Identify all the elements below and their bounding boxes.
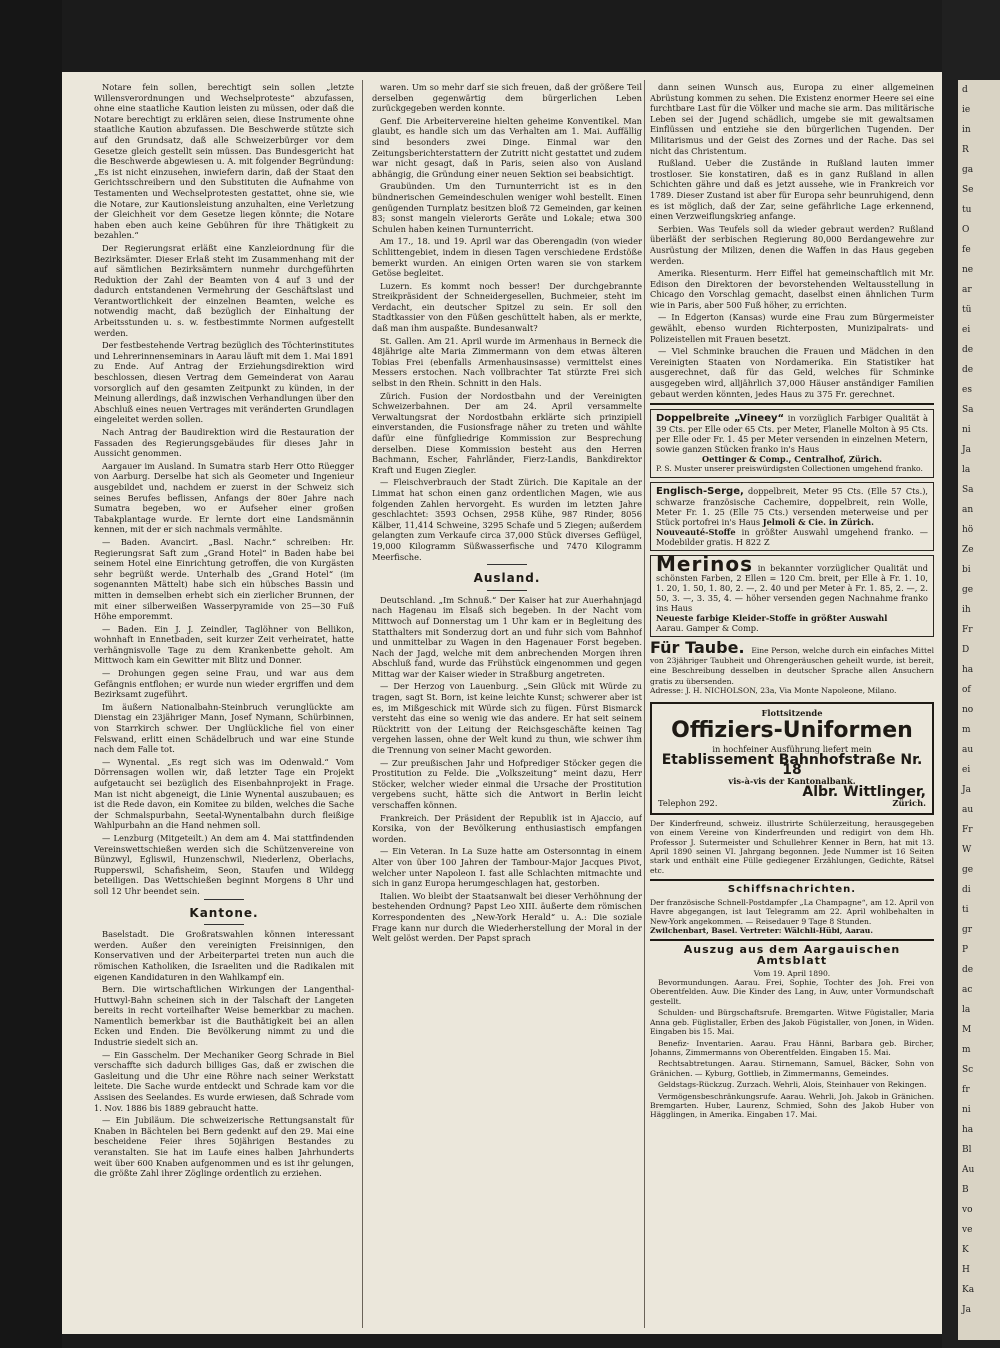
article-paragraph: Vermögensbeschränkungsrufe. Aarau. Wehrli, Joh. Jakob in Gränichen. Bremgarten. Huber, Laurenz, Schmied, Sohn des Jakob Huber von Hägglingen, in Amerika. Eingaben 17. Mai. bbox=[650, 1091, 934, 1120]
ad-address: Adresse: J. H. NICHOLSON, 23a, Via Monte Napoleone, Milano. bbox=[650, 686, 897, 696]
adjacent-page-fragment: ga bbox=[962, 165, 974, 175]
ad-text: Eine Person, welche durch ein einfaches Mittel von 23jähriger Taubheit und Ohrengeräuschen geheilt wurde, ist bereit, eine Beschreibung desselben in deutscher Sprache allen Ansuchern gratis zu übersenden. bbox=[650, 645, 934, 686]
ad-doppelbreite bbox=[650, 409, 934, 477]
adjacent-page-fragment: Ka bbox=[962, 1285, 975, 1295]
ad-text: doppelbreit, Meter 95 Cts. (Elle 57 Cts.), schwarze französische Cachemire, doppelbreit, rein Wolle, Meter Fr. 1. 25 (Elle 75 Cts.) versenden meterweise und per Stück portofrei in's Haus bbox=[656, 485, 928, 527]
article-paragraph: — Der Herzog von Lauenburg. „Sein Glück mit Würde zu tragen, sagt St. Born, ist keine leichte Kunst; schwerer aber ist es, im Mißgeschick mit Würde sich zu fügen. Fürst Bismarck versteht das eine so wenig wie das andere. Er hat seit seinem Rücktritt von der Leitung der Reichsgeschäfte keinen Tag vergehen lassen, ohne der Welt kund zu thun, wie schwer ihm die Trennung von seiner Macht geworden. bbox=[372, 681, 642, 756]
adjacent-page-fragment: ni bbox=[962, 425, 971, 435]
ad-title: Merinos bbox=[656, 551, 754, 576]
article-paragraph: Rußland. Ueber die Zustände in Rußland lauten immer trostloser. Sie konstatiren, daß es in ganz Rußland in allen Schichten gähre und daß es jetzt aussehe, wie in Frankreich vor 1789. Dieser Zustand ist aber für Europa sehr beunruhigend, denn es ist möglich, daß der Zar, seine gefährliche Lage erkennend, einen Verzweiflungskrieg anfange. bbox=[650, 158, 934, 222]
ad-city: Zürich. bbox=[892, 798, 926, 809]
adjacent-page-fragment: vo bbox=[962, 1205, 973, 1215]
adjacent-page-fragment: ha bbox=[962, 665, 974, 675]
ad-line: in hochfeiner Ausführung liefert mein bbox=[712, 744, 872, 755]
adjacent-page-fragment: Sc bbox=[962, 1065, 974, 1075]
separator bbox=[650, 939, 934, 941]
article-paragraph: Genf. Die Arbeitervereine hielten geheime Konventikel. Man glaubt, es handle sich um das Verhalten am 1. Mai. Auffällig sind besonders zwei Dinge. Einmal war den Zeitungsberichterstattern der Zutritt nicht gestattet und zudem war nicht gesagt, daß in Paris, seien also von Ausland abhängig, die Gründung einer neuen Sektion sei beabsichtigt. bbox=[372, 115, 642, 179]
adjacent-page-fragment: O bbox=[962, 225, 970, 235]
adjacent-page-fragment: ge bbox=[962, 585, 974, 595]
adjacent-page-fragment: R bbox=[962, 145, 969, 155]
schiff-text: Der französische Schnell-Postdampfer „La Champagne“, am 12. April von Havre abgegangen, ist laut Telegramm am 22. April wohlbehalten in New-York angekommen. — Reisedauer 9 Tage 8 Stunden. bbox=[650, 897, 934, 926]
article-paragraph: St. Gallen. Am 21. April wurde im Armenhaus in Berneck die 48jährige alte Maria Zimmermann von dem etwas älteren Tobias Frei (ebenfalls Armenhausinsasse) vermittelst eines Messers erstochen. Nach vollbrachter Tat stürzte Frei sich selbst in den Rhein. Schnitt in den Hals. bbox=[372, 335, 642, 389]
schiff-firm: Zwilchenbart, Basel. Vertreter: Wälchli-Hübi, Aarau. bbox=[650, 926, 873, 936]
adjacent-page-fragment: W bbox=[962, 845, 972, 855]
ad-englisch-serge bbox=[650, 482, 934, 551]
article-paragraph: — Baden. Avancirt. „Basl. Nachr.“ schreiben: Hr. Regierungsrat Saft zum „Grand Hotel“ in Baden habe bei seinem Hotel eine Einrichtung getroffen, die von Kurgästen sehr begrüßt werde. Unterhalb des „Grand Hotel“ (im sogenannten Mättelt) habe sich ein hübsches Bassin und mitten in demselben erhebt sich ein zierlicher Brunnen, der mit einer silberweißen Wasserpyramide von 25—30 Fuß Höhe emporemmt. bbox=[94, 536, 354, 622]
article-paragraph: Bern. Die wirtschaftlichen Wirkungen der Langenthal-Huttwyl-Bahn scheinen sich in der Talschaft der Langeten bereits in recht vorteilhafter Weise bemerkbar zu machen. Namentlich bemerkbar ist die Bauthätigkeit bei an allen Ecken und Enden. Die Bevölkerung nimmt zu und die Industrie siedelt sich an. bbox=[94, 984, 354, 1048]
adjacent-page-fragment: ne bbox=[962, 265, 974, 275]
adjacent-page-fragment: es bbox=[962, 385, 972, 395]
adjacent-page-fragment: P bbox=[962, 945, 969, 955]
column-2 bbox=[372, 82, 642, 1327]
adjacent-page-strip bbox=[958, 80, 1000, 1340]
section-heading-ausland: Ausland. bbox=[473, 571, 541, 586]
adjacent-page-fragment: m bbox=[962, 725, 971, 735]
heading-rule bbox=[204, 899, 244, 900]
article-paragraph: Geldstags-Rückzug. Zurzach. Wehrli, Alois, Steinhauer von Rekingen. bbox=[658, 1080, 927, 1090]
article-paragraph: Graubünden. Um den Turnunterricht ist es in den bündnerischen Gemeindeschulen weniger wohl bestellt. Einen genügenden Turnplatz besitzen bloß 72 Gemeinden, gar keinen 83; sonst mangeln vielerorts Geräte und Lokale; etwa 300 Schulen haben keinen Turnunterricht. bbox=[372, 181, 642, 234]
ad-vis: vis-à-vis der Kantonalbank. bbox=[728, 776, 856, 787]
adjacent-page-fragment: ti bbox=[962, 905, 969, 915]
article-paragraph: Rechtsabtretungen. Aarau. Stirnemann, Samuel, Bäcker, Sohn von Gränichen. — Kyburg, Gottlieb, in Zimmermanns, Gemeindes. bbox=[650, 1059, 934, 1078]
adjacent-page-fragment: ih bbox=[962, 605, 971, 615]
article-paragraph: Nach Antrag der Baudirektion wird die Restauration der Fassaden des Regierungsgebäudes für dieses Jahr in Aussicht genommen. bbox=[94, 427, 354, 459]
ad-code: H 822 Z bbox=[735, 536, 770, 547]
adjacent-page-fragment: fr bbox=[962, 1085, 970, 1095]
ad-fuer-taube bbox=[650, 637, 934, 698]
ad-offiziers-uniformen bbox=[650, 702, 934, 815]
adjacent-page-fragment: Sa bbox=[962, 485, 974, 495]
article-paragraph: — Lenzburg (Mitgeteilt.) An dem am 4. Mai stattfindenden Vereinswettschießen werden sich die Schützenvereine von Bünzwyl, Egliswil, Hunzenschwil, Niederlenz, Oberlachs, Rupperswil, Schafisheim, Seon, Staufen und Wildegg beteiligen. Das Wettschießen beginnt Morgens 8 Uhr und soll 12 Uhr beendet sein. bbox=[94, 832, 354, 896]
article-paragraph: Bevormundungen. Aarau. Frei, Sophie, Tochter des Joh. Frei von Oberentfelden. Auw. Die Kinder des Lang, in Auw, unter Vormundschaft gestellt. bbox=[650, 978, 934, 1006]
adjacent-page-fragment: Au bbox=[962, 1165, 975, 1175]
article-paragraph: — Zur preußischen Jahr und Hofprediger Stöcker gegen die Prostitution zu Felde. Die „Volkszeitung“ meint dazu, Herr Stöcker, welcher wieder einmal die Ursache der Prostitution vergebens sucht, hätte sich die Antwort in Berlin leicht verschaffen können. bbox=[372, 757, 642, 810]
adjacent-page-fragment: of bbox=[962, 685, 971, 695]
adjacent-page-fragment: Ja bbox=[962, 445, 971, 455]
article-paragraph: — Baden. Ein J. J. Zeindler, Taglöhner von Bellikon, wohnhaft in Ennetbaden, seit kurzer Zeit verheiratet, hatte verhängnisvolle Tage zu dem Krankenbette geholt. Am Mittwoch kam ein Gewitter mit Blitz und Donner. bbox=[94, 623, 354, 666]
adjacent-page-fragment: Bl bbox=[962, 1145, 972, 1155]
adjacent-page-fragment: tü bbox=[962, 305, 972, 315]
column-3 bbox=[650, 82, 934, 1327]
adjacent-page-fragment: di bbox=[962, 885, 971, 895]
adjacent-page-fragment: d bbox=[962, 85, 968, 95]
article-paragraph: Zürich. Fusion der Nordostbahn und der Vereinigten Schweizerbahnen. Der am 24. April versammelte Verwaltungsrat der Nordostbahn erklärte sich prinzipiell einverstanden, die Fusionsfrage näher zu treten und wählte dafür eine fünfgliedrige Kommission zur Besprechung derselben. Diese Kommission besteht aus den Herren Bachmann, Escher, Fahrländer, Fierz-Landis, Bankdirektor Kraft und Eugen Ziegler. bbox=[372, 390, 642, 475]
article-paragraph: Aargauer im Ausland. In Sumatra starb Herr Otto Rüegger von Aarburg. Derselbe hat sich als Geometer und Ingenieur ausgebildet und, nachdem er zuerst in der Schweiz sich seines Berufes beflissen, Anfangs der 80er Jahre nach Sumatra begeben, wo er Aufseher einer großen Tabakplantage wurde. Er lernte dort eine Landsmännin kennen, mit der er sich nachmals vermählte. bbox=[94, 460, 354, 535]
adjacent-page-fragment: gr bbox=[962, 925, 973, 935]
ad-nouveaute-text: in größter Auswahl umgehend franko. — Modebilder gratis. bbox=[656, 526, 928, 547]
ad-merinos bbox=[650, 551, 934, 637]
article-paragraph: Im äußern Nationalbahn-Steinbruch verunglückte am Dienstag ein 23jähriger Mann, Josef Nymann, Schürbinnen, von Starrkirch schwer. Der Unglückliche fiel von einer Felswand, erlitt einen Schädelbruch und war eine Stunde nach dem Falle tot. bbox=[94, 701, 354, 755]
separator bbox=[650, 403, 934, 405]
ad-top: Flottsitzende bbox=[761, 707, 823, 718]
ad-nouveaute: Nouveauté-Stoffe bbox=[656, 526, 736, 537]
section-heading-kantone: Kantone. bbox=[189, 905, 259, 920]
adjacent-page-fragment: Ze bbox=[962, 545, 974, 555]
adjacent-page-fragment: Sa bbox=[962, 405, 974, 415]
ad-text: in bekannter vorzüglicher Qualität und schönsten Farben, 2 Ellen = 120 Cm. breit, per Elle à Fr. 1. 10, 1. 20, 1. 50, 1. 80, 2. —, 2. 40 und per Meter à Fr. 1. 85, 2. —, 2. 50, 3. —, 3. 35, 4. — höher versenden gegen Nachnahme franko ins Haus bbox=[656, 562, 928, 613]
adjacent-page-fragment: tu bbox=[962, 205, 972, 215]
ad-firm: Albr. Wittlinger, bbox=[802, 783, 926, 800]
adjacent-page-fragment: la bbox=[962, 465, 971, 475]
ad-phone: Telephon 292. bbox=[658, 798, 718, 809]
ad-firm: Neueste farbige Kleider-Stoffe in größter Auswahl bbox=[656, 612, 888, 623]
column-rule bbox=[362, 80, 363, 1328]
adjacent-page-fragment: de bbox=[962, 345, 974, 355]
article-paragraph: — Ein Gasschelm. Der Mechaniker Georg Schrade in Biel verschaffte sich dadurch billiges Gas, daß er zwischen die Gasleitung und die Uhr eine Röhre nach seiner Werkstatt leitete. Die Sache wurde entdeckt und Schrade kam vor die Assisen des Seelandes. Es wurde erwiesen, daß Schrade vom 1. Nov. 1886 bis 1889 gebraucht hatte. bbox=[94, 1049, 354, 1113]
adjacent-page-fragment: Fr bbox=[962, 825, 973, 835]
newspaper-page bbox=[62, 72, 942, 1334]
adjacent-page-fragment: de bbox=[962, 965, 974, 975]
adjacent-page-fragment: ge bbox=[962, 865, 974, 875]
adjacent-page-fragment: in bbox=[962, 125, 971, 135]
article-paragraph: Benefiz- Inventarien. Aarau. Frau Hänni, Barbara geb. Bircher, Johanns, Zimmermanns von Oberentfelden. Eingaben 15. Mai. bbox=[650, 1038, 934, 1057]
auszug-heading: Auszug aus dem Aargauischen Amtsblatt bbox=[683, 943, 901, 968]
adjacent-page-fragment: Ja bbox=[962, 1305, 971, 1315]
article-paragraph: dann seinen Wunsch aus, Europa zu einer allgemeinen Abrüstung kommen zu sehen. Die Existenz enormer Heere sei eine furchtbare Last für die Völker und mache sie arm. Das militärische Leben sei der Jugend schädlich, umgebe sie mit gewaltsamen Einflüssen und entziehe sie den bürgerlichen Tugenden. Der Militarismus und der Geist des Zornes und der Rache. Das sei nicht das Christentum. bbox=[650, 82, 934, 156]
article-paragraph: Am 17., 18. und 19. April war das Oberengadin (von wieder Schlittengebiet, indem in diesen Tagen verschiedene Erdstöße bemerkt wurden. An einigen Orten waren sie von starkem Getöse begleitet. bbox=[372, 236, 642, 279]
ad-text: in vorzüglich Farbiger Qualität à 39 Cts. per Elle oder 65 Cts. per Meter, Flanelle Molton à 95 Cts. per Elle oder Fr. 1. 45 per Meter versenden in einzelnen Metern, sowie ganzen Stücken franko in's Haus bbox=[656, 413, 928, 455]
ad-note: P. S. Muster unserer preiswürdigsten Collectionen umgehend franko. bbox=[656, 464, 923, 474]
article-paragraph: — Viel Schminke brauchen die Frauen und Mädchen in den Vereinigten Staaten von Nordamerika. Ein Statistiker hat ausgerechnet, daß für das Geld, welches für Schminke ausgegeben wird, alljährlich 37,000 Häuser anständiger Familien gebaut werden könnten, jedes Haus zu 375 Fr. gerechnet. bbox=[650, 346, 934, 399]
adjacent-page-fragment: ei bbox=[962, 765, 971, 775]
scan-border-left bbox=[0, 0, 62, 1348]
article-paragraph: Schulden- und Bürgschaftsrufe. Bremgarten. Witwe Fügistaller, Maria Anna geb. Füglistaller, Erben des Jakob Fügistaller, von Jonen, in Widen. Eingaben bis 15. Mai. bbox=[650, 1008, 934, 1037]
heading-rule bbox=[487, 590, 527, 591]
article-paragraph: — Wynental. „Es regt sich was im Odenwald.“ Vom Dörrensagen wollen wir, daß letzter Tage ein Projekt aufgetaucht sei bezüglich des Eisenbahnprojekt in Frage. Man ist nicht abgeneigt, die Linie Wynental auszubauen; es ist die Rede davon, ein Komitee zu bilden, welches die Sache der Schmalspurbahn, Seetal-Wynentalbahn durch fleißige Wahlpurbahn an die Hand nehmen soll. bbox=[94, 756, 354, 831]
article-paragraph: Serbien. Was Teufels soll da wieder gebraut werden? Rußland überläßt der serbischen Regierung 80,000 Berdangewehre zur Ausrüstung der Milizen, denen die Waffen in das Haus gegeben werden. bbox=[650, 223, 934, 266]
article-paragraph: waren. Um so mehr darf sie sich freuen, daß der größere Teil derselben gegenwärtig dem bürgerlichen Leben zurückgegeben werden konnte. bbox=[372, 82, 642, 114]
adjacent-page-fragment: an bbox=[962, 505, 974, 515]
ad-title: Doppelbreite „Vineey“ bbox=[656, 413, 785, 425]
adjacent-page-fragment: ie bbox=[962, 105, 971, 115]
article-paragraph: Baselstadt. Die Großratswahlen können interessant werden. Außer den vereinigten Freisinnigen, den Konservativen und der Arbeiterpartei treten nun auch die römischen Katholiken, die Israeliten und die Radikalen mit eigenen Kandidaturen in den Wahlkampf ein. bbox=[94, 929, 354, 982]
schiff-heading: Schiffsnachrichten. bbox=[727, 884, 857, 896]
heading-rule bbox=[204, 924, 244, 925]
article-paragraph: Amerika. Riesenturm. Herr Eiffel hat gemeinschaftlich mit Mr. Edison den Direktoren der bevorstehenden Weltausstellung in Chicago den Vorschlag gemacht, daselbst einen ähnlichen Turm wie in Paris, aber 500 Fuß höher, zu errichten. bbox=[650, 268, 934, 310]
article-paragraph: — Drohungen gegen seine Frau, und war aus dem Gefängnis entflohen; er wurde nun wieder ergriffen und dem Bezirksamt zugeführt. bbox=[94, 668, 354, 700]
ad-store: Etablissement Bahnhofstraße Nr. 18 bbox=[661, 751, 923, 779]
adjacent-page-fragment: ha bbox=[962, 1125, 974, 1135]
article-paragraph: Deutschland. „Im Schnuß.“ Der Kaiser hat zur Auerhahnjagd nach Hagenau im Elsaß sich begeben. In der Nacht vom Mittwoch auf Donnerstag um 1 Uhr kam er in Begleitung des Statthalters mit Sonderzug dort an und fuhr sich vom Bahnhof und unmittelbar zu Wagen in den Hagenauer Forst begeben. Nach der Jagd, welche mit dem anbrechenden Morgen ihren Abschluß fand, wurde das Frühstück eingenommen und gegen Mittag war der Kaiser wieder in Straßburg angetreten. bbox=[372, 594, 642, 679]
adjacent-page-fragment: bi bbox=[962, 565, 971, 575]
adjacent-page-fragment: de bbox=[962, 365, 974, 375]
adjacent-page-fragment: la bbox=[962, 1005, 971, 1015]
ad-firm: Jelmoli & Cie. in Zürich. bbox=[762, 516, 874, 527]
adjacent-page-fragment: Se bbox=[962, 185, 974, 195]
adjacent-page-fragment: ni bbox=[962, 1105, 971, 1115]
adjacent-page-fragment: ei bbox=[962, 325, 971, 335]
column-rule bbox=[644, 80, 645, 1328]
adjacent-page-fragment: M bbox=[962, 1025, 972, 1035]
ad-city: Aarau. Gamper & Comp. bbox=[656, 622, 759, 633]
ad-firm: Oettinger & Comp., Centralhof, Zürich. bbox=[701, 454, 882, 465]
adjacent-page-fragment: no bbox=[962, 705, 974, 715]
article-paragraph: — Fleischverbrauch der Stadt Zürich. Die Kapitale an der Limmat hat schon einen ganz ordentlichen Magen, wie aus folgenden Zahlen hervorgeht. Es wurden im letzten Jahre geschlachtet: 3593 Ochsen, 2958 Kühe, 987 Rinder, 8056 Kälber, 11,414 Schweine, 3295 Schafe und 5 Ziegen; außerdem gelangten zum Verkaufe circa 37,000 Stück diverses Geflügel, 19,000 Kilogramm Süßwasserfische und 7470 Kilogramm Meerfische. bbox=[372, 477, 642, 562]
adjacent-page-fragment: D bbox=[962, 645, 970, 655]
adjacent-page-fragment: au bbox=[962, 745, 974, 755]
heading-rule bbox=[487, 564, 527, 565]
adjacent-page-fragment: fe bbox=[962, 245, 971, 255]
adjacent-page-fragment: hö bbox=[962, 525, 974, 535]
adjacent-page-fragment: Ja bbox=[962, 785, 971, 795]
adjacent-page-fragment: H bbox=[962, 1265, 970, 1275]
ad-title: Englisch-Serge, bbox=[656, 485, 744, 497]
adjacent-page-fragment: K bbox=[962, 1245, 969, 1255]
adjacent-page-fragment: B bbox=[962, 1185, 969, 1195]
notice-kinderfreund: Der Kinderfreund, schweiz. illustrirte Schülerzeitung, herausgegeben von einem Vereine von Kinderfreunden und redigirt von dem Hh. Professor J. Sutermeister und Schullehrer Kenner in Bern, hat mit 13. April 1890 seinen VI. Jahrgang begonnen. Jede Nummer ist 16 Seiten stark und enthält eine Fülle gediegener Erzählungen, Gedichte, Rätsel etc. bbox=[650, 818, 934, 875]
adjacent-page-fragment: ar bbox=[962, 285, 972, 295]
article-paragraph: — Ein Veteran. In La Suze hatte am Ostersonntag in einem Alter von über 100 Jahren der Tambour-Major Jacques Pivot, welcher unter Napoleon I. fast alle Schlachten mitmachte und sich in ganz Europa herumgeschlagen hat, gestorben. bbox=[372, 846, 642, 889]
adjacent-page-fragment: ve bbox=[962, 1225, 973, 1235]
article-paragraph: Frankreich. Der Präsident der Republik ist in Ajaccio, auf Korsika, von der Bevölkerung enthusiastisch empfangen worden. bbox=[372, 812, 642, 844]
ad-title: Für Taube. bbox=[650, 637, 745, 657]
adjacent-page-fragment: au bbox=[962, 805, 974, 815]
adjacent-page-fragment: ac bbox=[962, 985, 973, 995]
column-1 bbox=[94, 82, 354, 1327]
article-paragraph: Der festbestehende Vertrag bezüglich des Töchterinstitutes und Lehrerinnenseminars in Aarau läuft mit dem 1. Mai 1891 zu Ende. Auf Antrag der Erziehungsdirektion wird beschlossen, diesen Vertrag dem Gemeinderat von Aarau vorsorglich auf den gesamten Zeitpunkt zu künden, in der Meinung allerdings, daß inzwischen Verhandlungen über den Abschluß eines neuen Vertrages mit veränderten Grundlagen eingeleitet werden sollen. bbox=[94, 340, 354, 425]
article-paragraph: — In Edgerton (Kansas) wurde eine Frau zum Bürgermeister gewählt, ebenso wurden Richterposten, Munizipalrats- und Polizeistellen mit Frauen besetzt. bbox=[650, 312, 934, 344]
article-paragraph: — Ein Jubiläum. Die schweizerische Rettungsanstalt für Knaben in Bächtelen bei Bern gedenkt auf den 29. Mai eine bescheidene Feier ihres 50jährigen Bestandes zu veranstalten. Sie hat im Laufe eines halben Jahrhunderts weit über 600 Knaben aufgenommen und es ist ihr gelungen, die größte Zahl ihrer Zöglinge ordentlich zu erziehen. bbox=[94, 1115, 354, 1179]
adjacent-page-fragment: m bbox=[962, 1045, 971, 1055]
ad-title: Offiziers-Uniformen bbox=[671, 718, 913, 744]
article-paragraph: Italien. Wo bleibt der Staatsanwalt bei dieser Verhöhnung der bestehenden Ordnung? Papst Leo XIII. äußerte dem römischen Korrespondenten des „New-York Herald“ u. A.: Die soziale Frage kann nur durch die Wiederherstellung der Moral in der Welt gelöst werden. Der Papst sprach bbox=[372, 890, 642, 944]
auszug-date: Vom 19. April 1890. bbox=[753, 968, 831, 978]
separator bbox=[650, 879, 934, 881]
article-paragraph: Der Regierungsrat erläßt eine Kanzleiordnung für die Bezirksämter. Dieser Erlaß steht im Zusammenhang mit der auf sämtlichen Bezirksämtern nunmehr durchgeführten Reduktion der Zahl der Beamten von 4 auf 3 und der dadurch entstandenen Vermehrung der Geschäftslast und Verantwortlichkeit der einzelnen Beamten, welche es notwendig macht, daß bezüglich der Einhaltung der Arbeitsstunden u. s. w. festbestimmte Normen aufgestellt werden. bbox=[94, 242, 354, 338]
article-paragraph: Luzern. Es kommt noch besser! Der durchgebrannte Streikpräsident der Schneidergesellen, Buchmeier, steht im Verdacht, ein deutscher Spitzel zu sein. Er soll den Stadtkassier von den Füßen geschüttelt haben, als er merkte, daß man ihm auspaßte. Bundesanwalt? bbox=[372, 280, 642, 334]
adjacent-page-fragment: Fr bbox=[962, 625, 973, 635]
article-paragraph: Notare fein sollen, berechtigt sein sollen „letzte Willensverordnungen und Wechselproteste“ abzufassen, ohne eine staatliche Kaution leisten zu müssen, oder daß die Notare berechtigt zu erklären seien, diese Instrumente ohne staatliche Kaution abzufassen. Die Beschwerde stützte sich auf den Grundsatz, daß alle Schweizerbürger vor dem Gesetze gleich gestellt sein müssen. Das Bundesgericht hat die Beschwerde abgewiesen u. A. mit folgender Begründung: „Es ist nicht einzusehen, inwiefern darin, daß der Staat den Gerichtsschreibern und den Substituten die Aufnahme von Testamenten und Wechselprotesten gestattet, ohne sie, wie die Notare, zur Kautionsleistung anzuhalten, eine Verletzung der Gleichheit vor dem Gesetze liegen könnte; die Notare haben eben auch keine Gebühren für ihre Thätigkeit zu bezahlen.“ bbox=[94, 82, 354, 241]
